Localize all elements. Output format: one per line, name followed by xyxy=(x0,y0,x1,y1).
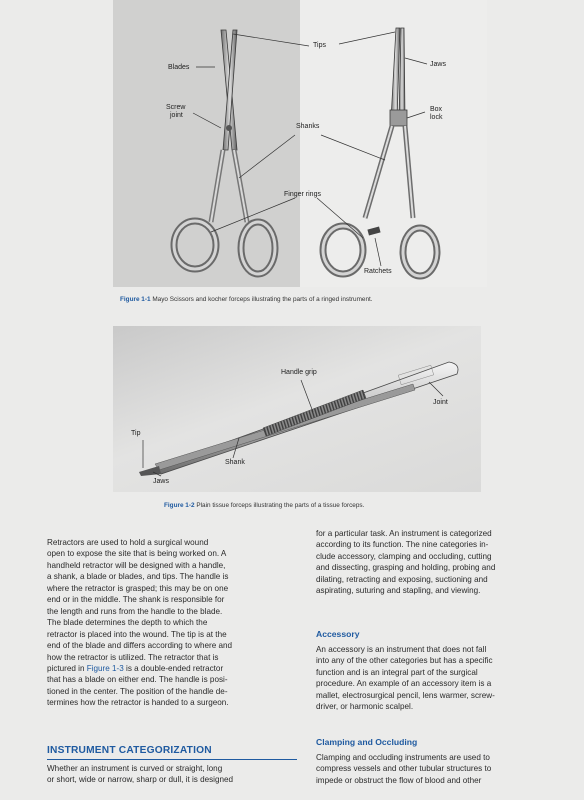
text-line: how the retractor is utilized. The retractor that is xyxy=(47,652,219,662)
figure-1-2-photo xyxy=(113,326,481,492)
clamping-paragraph-start xyxy=(316,752,568,786)
accessory-paragraph xyxy=(316,644,568,713)
text-fragment: is a double-ended retractor xyxy=(123,663,224,673)
text-line: open to expose the site that is being worked on. A xyxy=(47,549,227,559)
label-ratchets: Ratchets xyxy=(364,268,392,275)
text-line: mallet, electrosurgical pencil, lens warmer, screw- xyxy=(316,690,495,700)
retractors-paragraph xyxy=(47,537,297,709)
text-line: retractor is placed into the wound. The tip is at the xyxy=(47,629,227,639)
text-line: An accessory is an instrument that does not fall xyxy=(316,645,487,654)
text-line: tioned in the center. The position of the handle de- xyxy=(47,686,228,696)
text-line-with-figure-link xyxy=(47,663,297,674)
label-screw-joint-line1: Screw xyxy=(166,104,186,111)
label-blades: Blades xyxy=(168,64,190,71)
text-line: end or in the middle. The shank is responsible for xyxy=(47,595,225,605)
left-column-paragraph-categorization xyxy=(47,763,297,786)
text-line: according to its function. The nine categories in- xyxy=(316,540,489,550)
figure-1-2-caption-text: Plain tissue forceps illustrating the parts of a tissue forceps. xyxy=(196,502,365,509)
figure-1-1-photo xyxy=(113,0,487,287)
text-line: function and is an integral part of the surgical xyxy=(316,667,478,677)
section-heading-instrument-categorization: INSTRUMENT CATEGORIZATION xyxy=(47,745,212,756)
text-line: impede or obstruct the flow of blood and other xyxy=(316,775,482,785)
figure-1-1-caption xyxy=(120,296,373,303)
label-jaws: Jaws xyxy=(430,61,446,68)
text-line: Whether an instrument is curved or straight, long xyxy=(47,764,223,773)
kocher-forceps xyxy=(323,28,437,276)
subheading-accessory: Accessory xyxy=(316,629,360,639)
categorization-paragraph-start xyxy=(47,763,297,786)
label-box-lock-line1: Box xyxy=(430,106,443,113)
text-line: that has a blade on either end. The handle is posi- xyxy=(47,675,228,685)
right-column-paragraph-clamping xyxy=(316,752,568,786)
text-line: driver, or harmonic scalpel. xyxy=(316,702,414,712)
text-line: and dissecting, grasping and holding, probing and xyxy=(316,563,496,573)
right-column-paragraph-categories xyxy=(316,528,568,597)
text-line: The blade determines the depth to which the xyxy=(47,618,208,628)
text-line: dilating, retracting and exposing, suctioning and xyxy=(316,574,488,584)
figure-1-2-caption-label: Figure 1-2 xyxy=(164,502,195,509)
left-column-paragraph-retractors xyxy=(47,537,297,709)
figure-1-2-caption xyxy=(164,502,364,509)
text-line: into any of the other categories but has a specific xyxy=(316,656,493,666)
text-line: or short, wide or narrow, sharp or dull, it is designed xyxy=(47,775,234,785)
right-column-paragraph-accessory xyxy=(316,644,568,713)
text-line: Clamping and occluding instruments are used to xyxy=(316,753,490,762)
text-line: compress vessels and other tubular structures to xyxy=(316,764,492,774)
figure-1-1-caption-label: Figure 1-1 xyxy=(120,296,151,303)
tissue-forceps-illustration xyxy=(113,326,481,492)
text-line: clude accessory, clamping and occluding, cutting xyxy=(316,551,492,561)
text-line: Retractors are used to hold a surgical wound xyxy=(47,538,209,547)
label-shanks: Shanks xyxy=(296,123,320,130)
section-heading-underline xyxy=(47,759,297,760)
label-handle-grip: Handle grip xyxy=(281,369,317,376)
label-tip: Tip xyxy=(131,430,141,437)
label-tips: Tips xyxy=(313,42,326,49)
figure-1-3-link[interactable]: Figure 1-3 xyxy=(86,663,124,673)
text-fragment: pictured in xyxy=(47,663,87,673)
ringed-instruments-illustration xyxy=(113,0,487,287)
text-line: the length and runs from the handle to the blade. xyxy=(47,606,223,616)
label-finger-rings: Finger rings xyxy=(284,191,321,198)
text-line: handheld retractor will be designed with a handle, xyxy=(47,560,226,570)
label-screw-joint-line2: joint xyxy=(170,112,183,119)
label-shank: Shank xyxy=(225,459,245,466)
subheading-clamping-and-occluding: Clamping and Occluding xyxy=(316,737,418,747)
categories-paragraph xyxy=(316,528,568,597)
text-line: termines how the retractor is handed to a surgeon. xyxy=(47,698,229,708)
text-line: for a particular task. An instrument is categorized xyxy=(316,529,492,538)
text-line: a shank, a blade or blades, and tips. The handle is xyxy=(47,572,229,582)
label-joint: Joint xyxy=(433,399,448,406)
text-line: procedure. An example of an accessory item is a xyxy=(316,679,492,689)
text-line: where the retractor is grasped; this may be on one xyxy=(47,583,229,593)
text-line: aspirating, suturing and stapling, and viewing. xyxy=(316,586,481,596)
tissue-forceps xyxy=(139,362,458,476)
text-line: end of the blade and differs according to where and xyxy=(47,641,233,651)
label-box-lock-line2: lock xyxy=(430,114,443,121)
label-jaws-forceps: Jaws xyxy=(153,478,169,485)
figure-1-1-caption-text: Mayo Scissors and kocher forceps illustrating the parts of a ringed instrument. xyxy=(152,296,373,303)
